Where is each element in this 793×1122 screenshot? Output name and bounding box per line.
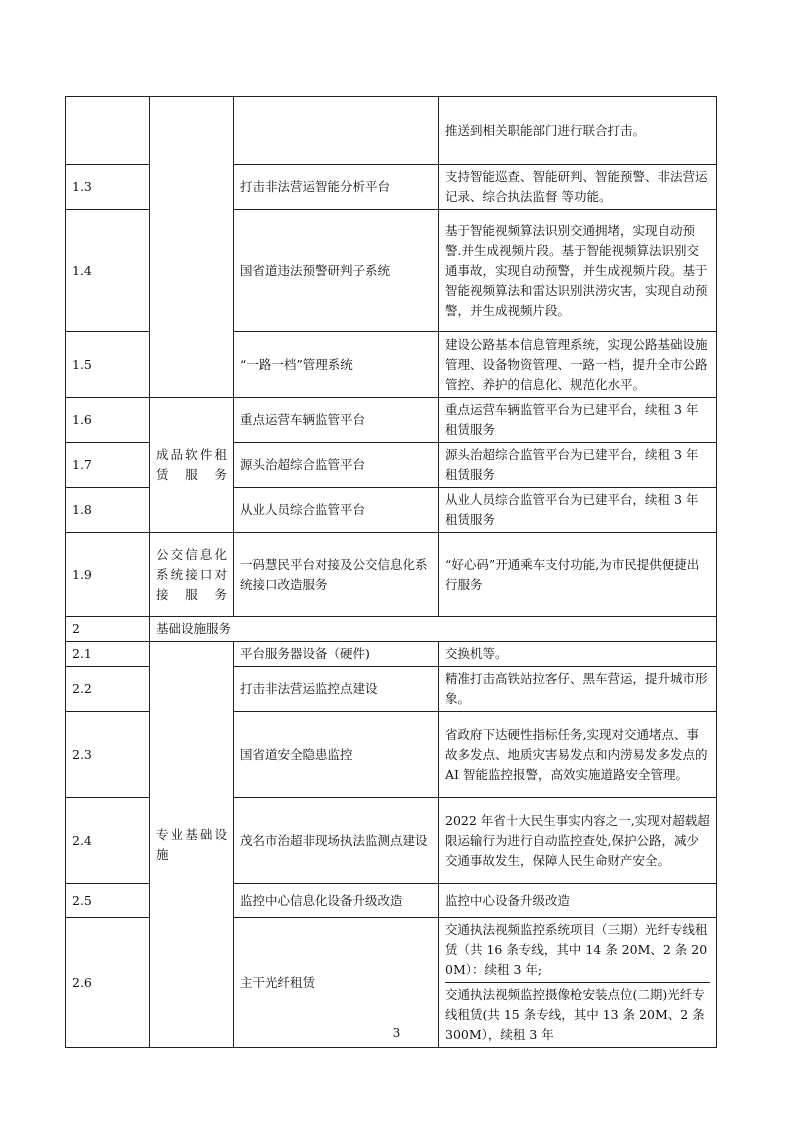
item-name: 国省道安全隐患监控 — [234, 712, 439, 798]
item-name: 从业人员综合监管平台 — [234, 488, 439, 533]
row-number: 2.1 — [66, 642, 150, 667]
item-name: 打击非法营运智能分析平台 — [234, 165, 439, 210]
item-description: 2022 年省十大民生事实内容之一,实现对超载超限运输行为进行自动监控查处,保护公路，减少交通事故发生，保障人民生命财产安全。 — [439, 798, 717, 884]
item-description: 精准打击高铁站拉客仔、黑车营运，提升城市形象。 — [439, 667, 717, 712]
item-description: 推送到相关职能部门进行联合打击。 — [439, 97, 717, 165]
row-number: 1.5 — [66, 332, 150, 398]
row-number — [66, 97, 150, 165]
table-row — [66, 642, 717, 667]
item-name: 茂名市治超非现场执法监测点建设 — [234, 798, 439, 884]
row-number: 1.3 — [66, 165, 150, 210]
category-cell-continued — [150, 97, 234, 398]
row-number: 2.5 — [66, 884, 150, 918]
item-description: 建设公路基本信息管理系统，实现公路基础设施管理、设备物资管理、一路一档，提升全市公路管控、养护的信息化、规范化水平。 — [439, 332, 717, 398]
item-description: 支持智能巡查、智能研判、智能预警、非法营运记录、综合执法监督 等功能。 — [439, 165, 717, 210]
row-number: 1.9 — [66, 533, 150, 617]
category-cell-rental: 成品软件租赁服务 — [150, 398, 234, 533]
page-number: 3 — [392, 1026, 401, 1040]
item-description: 基于智能视频算法识别交通拥堵，实现自动预警.并生成视频片段。基于智能视频算法识别交通事故，实现自动预警，并生成视频片段。基于智能视频算法和雷达识别洪涝灾害，实现自动预警，并生成视频片段。 — [439, 210, 717, 332]
row-number: 2.6 — [66, 918, 150, 1048]
row-number: 1.8 — [66, 488, 150, 533]
item-name: “一路一档”管理系统 — [234, 332, 439, 398]
table-row — [66, 97, 717, 165]
item-name: 重点运营车辆监管平台 — [234, 398, 439, 443]
item-description: 省政府下达硬性指标任务,实现对交通堵点、事故多发点、地质灾害易发点和内涝易发多发点的 AI 智能监控报警，高效实施道路安全管理。 — [439, 712, 717, 798]
item-name: 源头治超综合监管平台 — [234, 443, 439, 488]
category-cell-infra: 专业基础设施 — [150, 642, 234, 1048]
row-number: 2.3 — [66, 712, 150, 798]
section-number: 2 — [66, 617, 150, 642]
service-table — [65, 96, 717, 1048]
item-description: 源头治超综合监管平台为已建平台，续租 3 年租赁服务 — [439, 443, 717, 488]
item-description: 交换机等。 — [439, 642, 717, 667]
item-description: 从业人员综合监管平台为已建平台，续租 3 年租赁服务 — [439, 488, 717, 533]
item-name: 一码慧民平台对接及公交信息化系统接口改造服务 — [234, 533, 439, 617]
item-name — [234, 97, 439, 165]
row-number: 1.4 — [66, 210, 150, 332]
row-number: 1.7 — [66, 443, 150, 488]
item-name: 监控中心信息化设备升级改造 — [234, 884, 439, 918]
section-title: 基础设施服务 — [150, 617, 717, 642]
description-part: 交通执法视频监控系统项目（三期）光纤专线租赁（共 16 条专线，其中 14 条 20M、2 条 200M）：续租 3 年; — [445, 922, 708, 977]
row-number: 2.4 — [66, 798, 150, 884]
item-description: 重点运营车辆监管平台为已建平台，续租 3 年租赁服务 — [439, 398, 717, 443]
item-name: 打击非法营运监控点建设 — [234, 667, 439, 712]
section-row — [66, 617, 717, 642]
row-number: 1.6 — [66, 398, 150, 443]
description-part: 交通执法视频监控摄像枪安装点位(二期)光纤专线租赁(共 15 条专线，其中 13 条 20M、2 条 300M），续租 3 年 — [445, 982, 710, 1045]
item-description: “好心码”开通乘车支付功能,为市民提供便捷出行服务 — [439, 533, 717, 617]
item-name: 主干光纤租赁 — [234, 918, 439, 1048]
row-number: 2.2 — [66, 667, 150, 712]
category-cell-bus: 公交信息化系统接口对接服务 — [150, 533, 234, 617]
table-row — [66, 398, 717, 443]
item-name: 国省道违法预警研判子系统 — [234, 210, 439, 332]
item-description: 监控中心设备升级改造 — [439, 884, 717, 918]
table-row — [66, 533, 717, 617]
item-name: 平台服务器设备（硬件) — [234, 642, 439, 667]
